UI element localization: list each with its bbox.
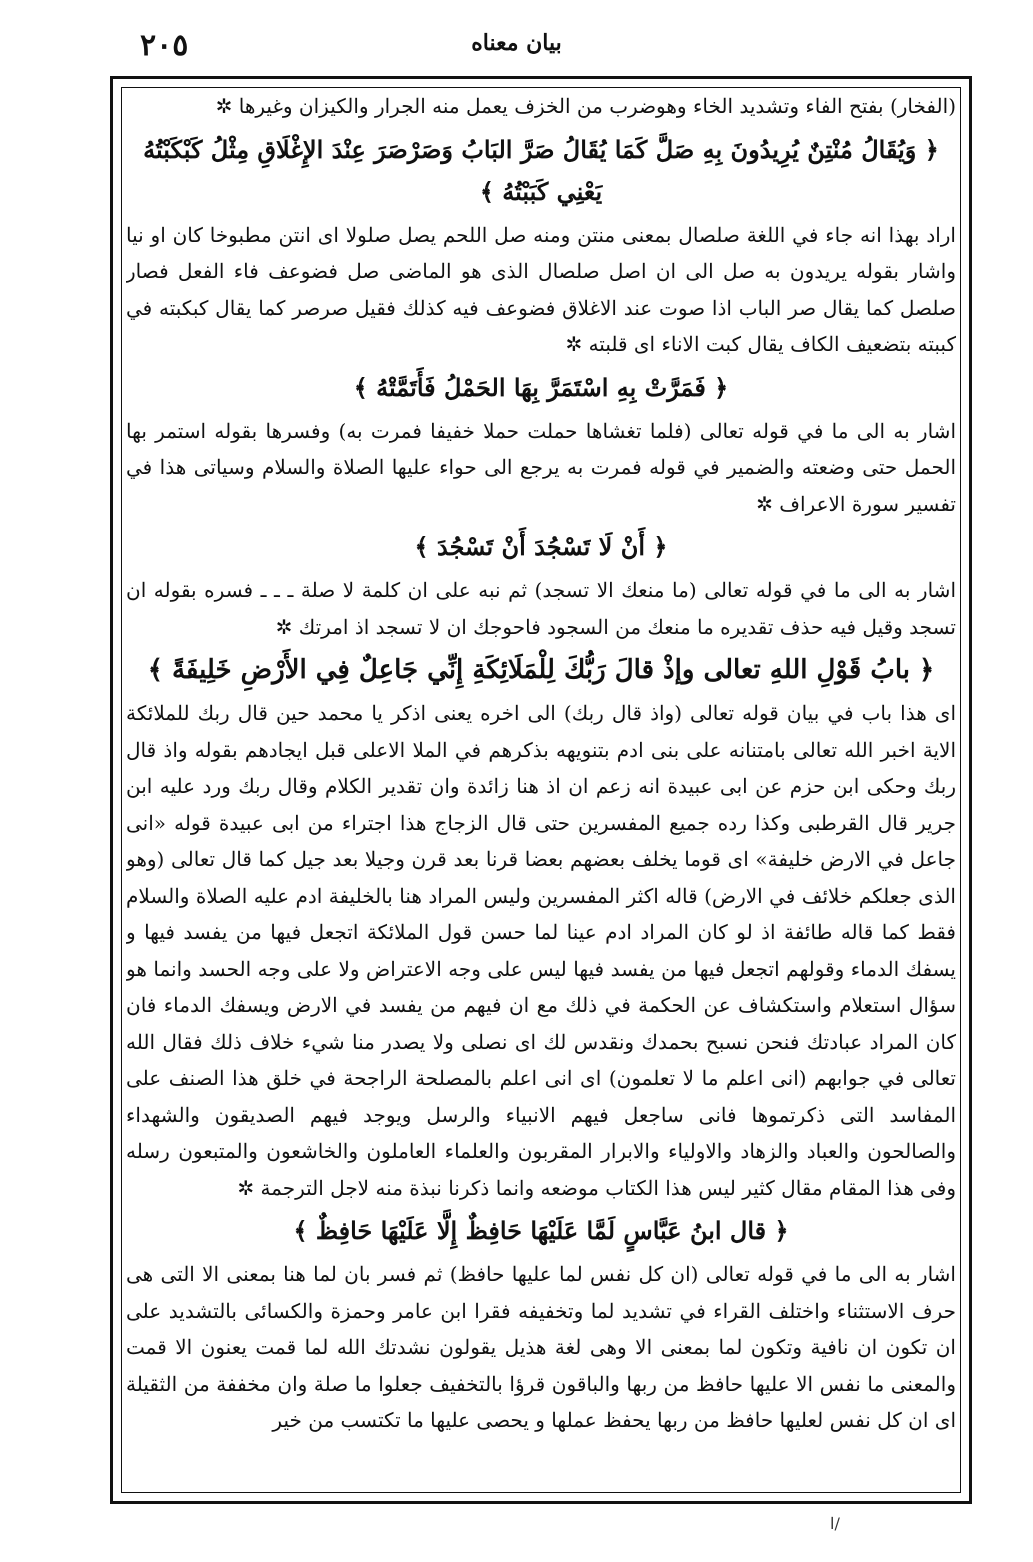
paragraph-3: اشار به الى ما في قوله تعالى (فلما تغشاها حملت حملا خفيفا فمرت به) وفسرها بقوله استمر بها الحمل حتى وضعته والضمير في قوله فمرت به يرجع الى حواء عليها الصلاة والسلام وسياتى هذا في تفسير سورة الاعراف ✲ — [126, 418, 956, 516]
paragraph-4: اشار به الى ما في قوله تعالى (ما منعك الا تسجد) ثم نبه على ان كلمة لا صلة ـ ـ ـ فسره بقوله ان تسجد وقيل فيه حذف تقديره ما منعك من السجود فاحوجك ان لا تسجد اذ امرتك ✲ — [126, 578, 956, 639]
running-header: بیان معناه — [471, 30, 562, 56]
quote-heading-4: ﴿ قال ابنُ عَبَّاسٍ لَمَّا عَلَيْهَا حَافِظٌ إِلَّا عَلَيْهَا حَافِظٌ ﴾ — [293, 1216, 789, 1245]
quote-heading-2: ﴿ فَمَرَّتْ بِهِ اسْتَمَرَّ بِهَا الحَمْلُ فَأَتَمَّتْهُ ﴾ — [353, 372, 729, 402]
paragraph-5: اى هذا باب في بيان قوله تعالى (واذ قال ربك) الى اخره يعنى اذكر يا محمد حين قال ربك للملائكة الاية اخبر الله تعالى بامتنانه على بنى ادم بتنويهه بذكرهم في الملا الاعلى قبل ايجادهم بقوله واذ قال ربك وحكى ابن حزم عن ابى عبيدة انه زعم ان اذ هنا زائدة وان تقدير الكلام وقال ربك ورد عليه ابن جرير قال القرطبى وكذا رده جميع المفسرين حتى قال الزجاج هذا اجتراء من ابى عبيدة قوله «انى جاعل في الارض خليفة» اى قوما يخلف بعضهم بعضا قرنا بعد قرن وجيلا بعد جيل كما قال تعالى (وهو الذى جعلكم خلائف في الارض) قاله اكثر المفسرين وليس المراد هنا بالخليفة ادم عليه الصلاة والسلام فقط كما قاله طائفة اذ لو كان المراد ادم عينا لما حسن قول الملائكة اتجعل فيها من يفسد فيها و يسفك الدماء وقولهم اتجعل فيها من يفسد فيها ليس على وجه الاعتراض ولا على وجه الحسد وانما هو سؤال استعلام واستكشاف عن الحكمة في ذلك مع ان فيهم من يفسد في الارض ويسفك الدماء فان كان المراد عبادتك فنحن نسبح بحمدك ونقدس لك اى نصلى ولا يصدر منا شيء خلاف ذلك فقال الله تعالى في جوابهم (انى اعلم ما لا تعلمون) اى انى اعلم بالمصلحة الراجحة في خلق هذا الصنف على المفاسد التى ذكرتموها فانى ساجعل فيهم الانبياء والرسل ويوجد فيهم الصديقون والشهداء والصالحون والعباد والزهاد والاولياء والابرار المقربون والعلماء العاملون والخاشعون والمتبعون رسله وفى هذا المقام مقال كثير ليس هذا الكتاب موضعه وانما ذكرنا نبذة منه لاجل الترجمة ✲ — [126, 701, 956, 1200]
quote-heading-1: ﴿ وَيُقَالُ مُنْتِنٌ يُرِيدُونَ بِهِ صَلَّ كَمَا يُقَالُ صَرَّ البَابُ وَصَرْصَرَ عِنْدَ الإِغْلَاقِ مِثْلُ كَبْكَبْتُهُ يَعْنِي كَبَبْتُهُ ﴾ — [143, 134, 939, 206]
paragraph-1: (الفخار) بفتح الفاء وتشديد الخاء وهوضرب من الخزف يعمل منه الجرار والكيزان وغيرها ✲ — [215, 94, 956, 118]
page-content — [126, 88, 956, 1492]
footer-mark: ا/ — [830, 1514, 840, 1533]
chapter-heading: ﴿ بابُ قَوْلِ اللهِ تعالى وإذْ قالَ رَبُّكَ لِلْمَلَائِكَةِ إِنِّي جَاعِلٌ فِي الأَرْضِ خَلِيفَةً ﴾ — [147, 655, 935, 685]
paragraph-6: اشار به الى ما في قوله تعالى (ان كل نفس لما عليها حافظ) ثم فسر بان لما هنا بمعنى الا التى هى حرف الاستثناء واختلف القراء في تشديد لما وتخفيفه فقرا ابن عامر وحمزة والكسائى بالتشديد على ان تكون ان نافية وتكون لما بمعنى الا وهى لغة هذيل يقولون نشدتك الله لما قمت يعنون الا قمت والمعنى ما نفس الا عليها حافظ من ربها والباقون قرؤا بالتخفيف جعلوا ما صلة وان مخففة من الثقيلة اى ان كل نفس لعليها حافظ من ربها يحفظ عملها و يحصى عليها ما تكتسب من خير — [126, 1262, 956, 1432]
paragraph-2: اراد بهذا انه جاء في اللغة صلصال بمعنى منتن ومنه صل اللحم يصل صلولا اى انتن مطبوخا كان او نيا واشار بقوله يريدون به صل الى ان اصل صلصال الذى هو الماضى صل فضوعف فاء الفعل فصار صلصل كما يقال صر الباب اذا صوت عند الاغلاق فضوعف فيه كذلك فقيل صرصر كما يقال كبكبته في كببته بتضعيف الكاف يقال كبت الاناء اى قلبته ✲ — [126, 222, 956, 356]
quote-heading-3: ﴿ أَنْ لَا تَسْجُدَ أَنْ تَسْجُدَ ﴾ — [414, 532, 668, 561]
page-number: ٢٠٥ — [140, 28, 189, 63]
